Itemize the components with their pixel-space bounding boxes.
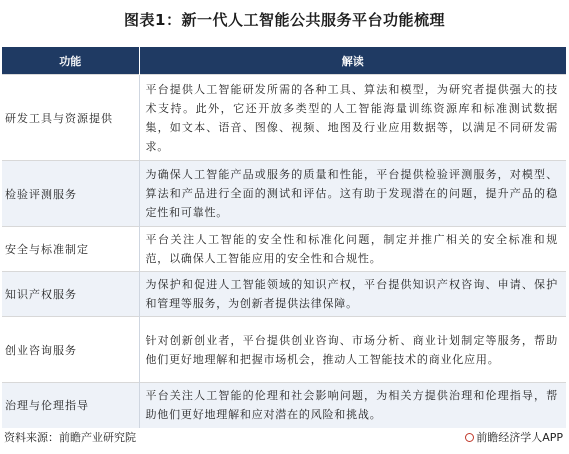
table-row — [2, 383, 566, 428]
header-function: 功能 — [2, 47, 139, 75]
table-row — [2, 227, 566, 272]
description-cell: 为确保人工智能产品或服务的质量和性能，平台提供检验评测服务，对模型、算法和产品进行全面的测试和评估。这有助于发现潜在的问题，提升产品的稳定性和可靠性。 — [139, 161, 566, 227]
header-description: 解读 — [139, 47, 566, 75]
function-cell: 研发工具与资源提供 — [2, 75, 139, 161]
description-cell: 平台关注人工智能的安全性和标准化问题，制定并推广相关的安全标准和规范，以确保人工智能应用的安全性和合规性。 — [139, 227, 566, 272]
brand-credit — [465, 429, 563, 445]
source-note: 资料来源：前瞻产业研究院 — [4, 431, 136, 444]
qianzhan-logo-icon — [465, 433, 474, 442]
table-row — [2, 161, 566, 227]
table-row — [2, 75, 566, 161]
description-cell: 平台提供人工智能研发所需的各种工具、算法和模型，为研究者提供强大的技术支持。此外，它还开放多类型的人工智能海量训练资源库和标准测试数据集，如文本、语音、图像、视频、地图及行业应用数据等，以满足不同研发需求。 — [139, 75, 566, 161]
function-table — [2, 47, 566, 428]
brand-label: 前瞻经济学人APP — [476, 431, 563, 444]
function-cell: 治理与伦理指导 — [2, 383, 139, 428]
description-cell: 为保护和促进人工智能领域的知识产权，平台提供知识产权咨询、申请、保护和管理等服务，为创新者提供法律保障。 — [139, 272, 566, 317]
figure-title: 图表1：新一代人工智能公共服务平台功能梳理 — [124, 11, 445, 29]
table-row — [2, 317, 566, 383]
function-cell: 知识产权服务 — [2, 272, 139, 317]
table-row — [2, 272, 566, 317]
table-header-row — [2, 47, 566, 75]
function-cell: 创业咨询服务 — [2, 317, 139, 383]
function-cell: 检验评测服务 — [2, 161, 139, 227]
function-cell: 安全与标准制定 — [2, 227, 139, 272]
description-cell: 针对创新创业者，平台提供创业咨询、市场分析、商业计划制定等服务，帮助他们更好地理解和把握市场机会，推动人工智能技术的商业化应用。 — [139, 317, 566, 383]
description-cell: 平台关注人工智能的伦理和社会影响问题，为相关方提供治理和伦理指导，帮助他们更好地理解和应对潜在的风险和挑战。 — [139, 383, 566, 428]
